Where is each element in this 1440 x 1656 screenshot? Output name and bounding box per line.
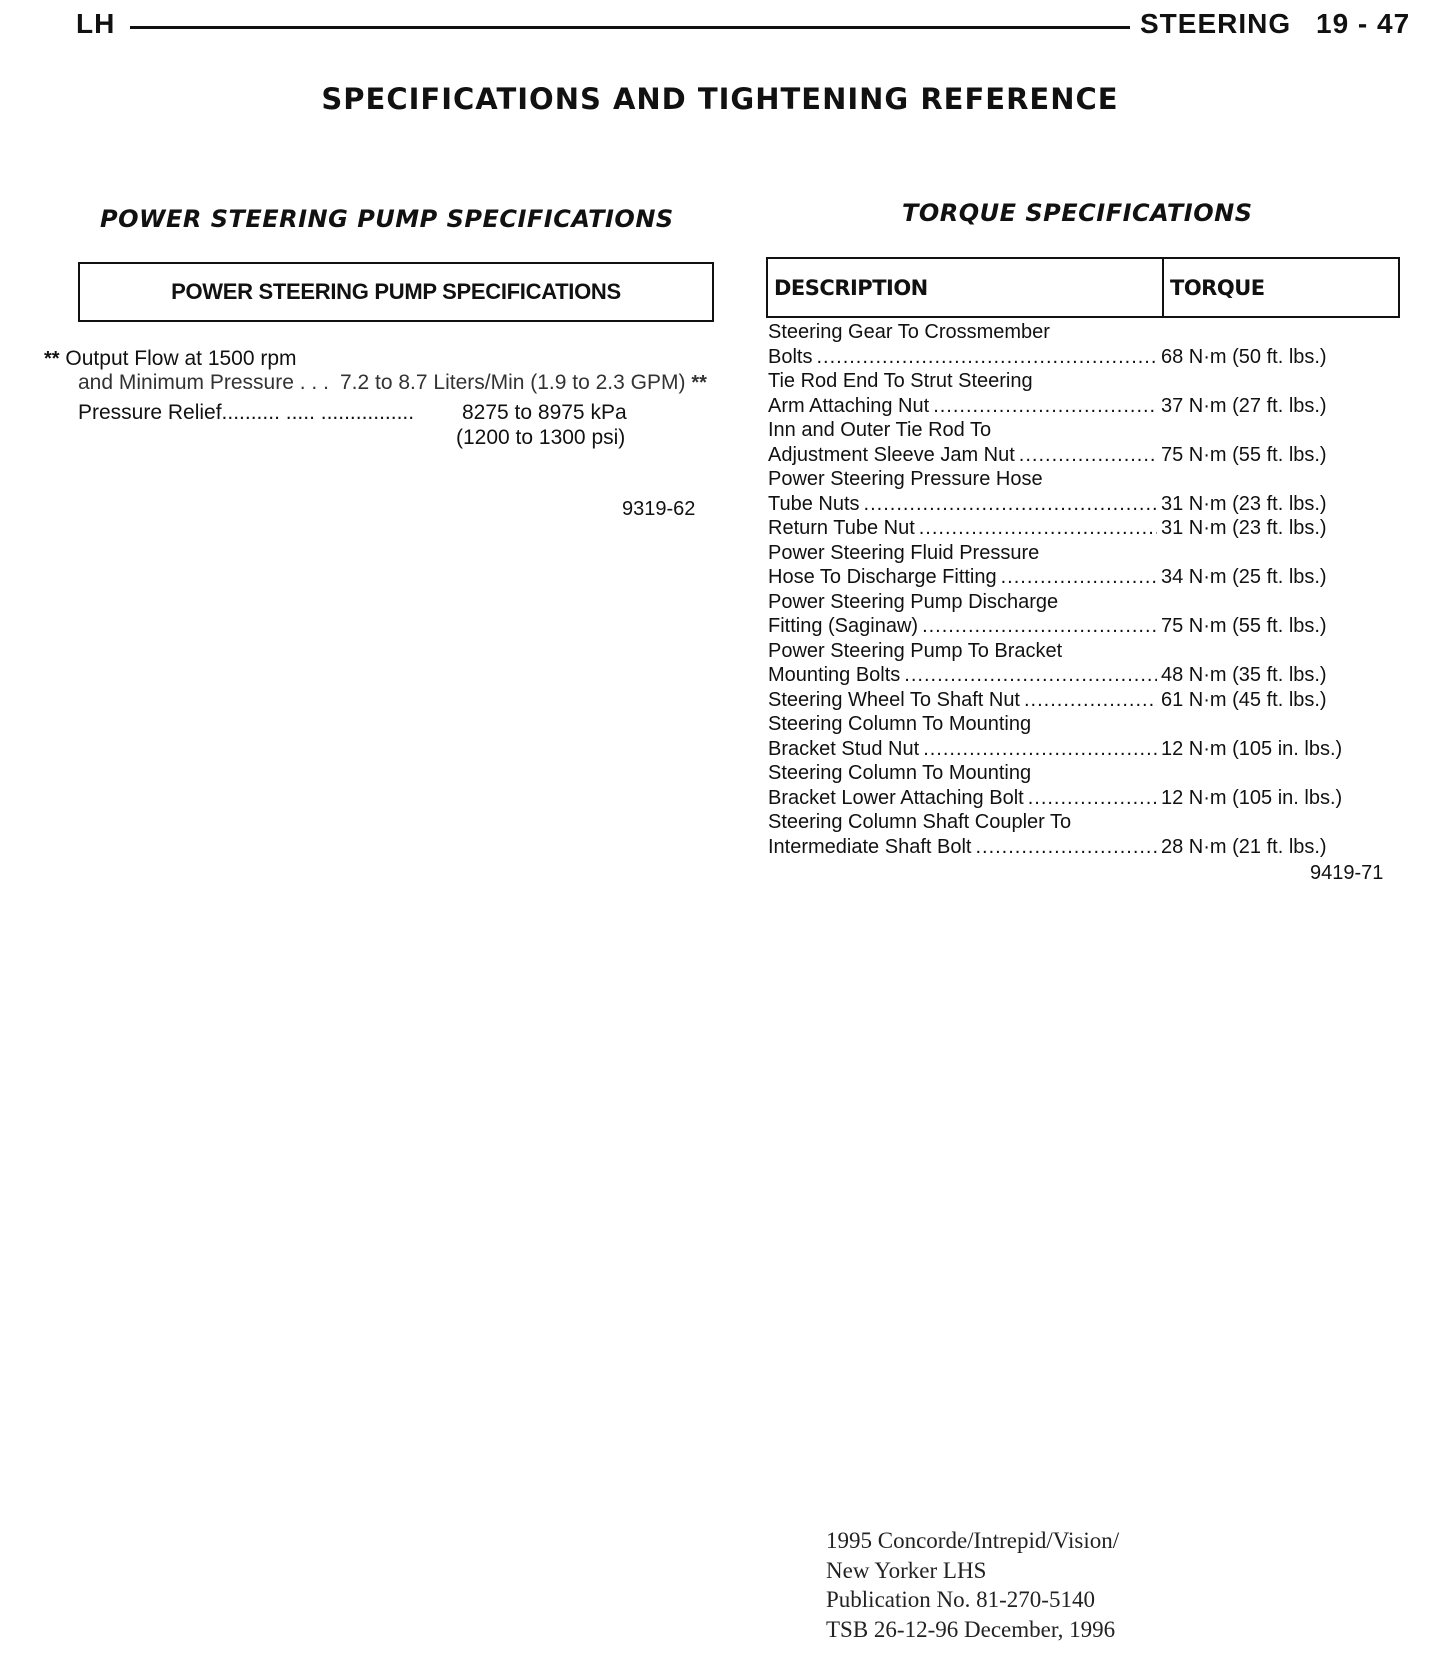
row-desc-line2: Intermediate Shaft Bolt	[768, 835, 972, 858]
table-row	[768, 712, 1388, 761]
pump-section-heading: POWER STEERING PUMP SPECIFICATIONS	[100, 205, 674, 233]
table-row	[768, 467, 1388, 516]
row-torque-value: 12 N·m (105 in. lbs.)	[1161, 737, 1343, 760]
row-torque-value: 31 N·m (23 ft. lbs.)	[1161, 517, 1327, 539]
figure-number-left: 9319-62	[622, 498, 696, 520]
pressure-relief-label: Pressure Relief.......... ..... ................	[78, 401, 415, 424]
header-section-title: STEERING	[1140, 8, 1292, 39]
pressure-relief-value-kpa: 8275 to 8975 kPa	[462, 401, 627, 424]
row-torque-value: 68 N·m (50 ft. lbs.)	[1161, 345, 1327, 368]
row-desc-line2: Arm Attaching Nut	[768, 394, 930, 417]
header-rule	[130, 26, 1130, 29]
table-row	[768, 761, 1388, 810]
row-desc-line2: Bracket Lower Attaching Bolt	[768, 786, 1024, 809]
row-torque-value: 48 N·m (35 ft. lbs.)	[1161, 664, 1327, 686]
publication-footer	[826, 1526, 1119, 1644]
row-torque-value: 31 N·m (23 ft. lbs.)	[1161, 492, 1327, 515]
table-row	[768, 369, 1388, 418]
output-flow-label-1: Output Flow at 1500 rpm	[65, 347, 297, 370]
row-torque-value: 37 N·m (27 ft. lbs.)	[1161, 394, 1327, 417]
pressure-relief-value-psi: (1200 to 1300 psi)	[456, 426, 626, 449]
header-left-label: LH	[76, 8, 116, 39]
table-row	[768, 810, 1388, 859]
pump-spec-box-title: POWER STEERING PUMP SPECIFICATIONS	[78, 262, 714, 322]
row-desc-line1: Tie Rod End To Strut Steering	[768, 370, 1033, 392]
row-desc-line1: Steering Column To Mounting	[768, 713, 1032, 735]
row-desc-line1: Power Steering Pump To Bracket	[768, 639, 1063, 662]
column-header-description: DESCRIPTION	[768, 259, 1164, 316]
row-desc-line1: Inn and Outer Tie Rod To	[768, 419, 992, 441]
figure-number-right: 9419-71	[1310, 862, 1384, 884]
row-desc-line2: Mounting Bolts	[768, 664, 901, 686]
table-row	[768, 418, 1388, 467]
row-desc-line1: Power Steering Pump Discharge	[768, 590, 1059, 613]
footnote-stars-trailing: **	[691, 372, 707, 394]
output-flow-value-text: 7.2 to 8.7 Liters/Min (1.9 to 2.3 GPM)	[340, 371, 686, 394]
row-desc-line1: Steering Column To Mounting	[768, 762, 1032, 784]
footer-model-line: New Yorker LHS	[826, 1557, 987, 1583]
row-torque-value: 61 N·m (45 ft. lbs.)	[1161, 688, 1327, 711]
row-torque-value: 34 N·m (25 ft. lbs.)	[1161, 566, 1327, 588]
row-desc-line2: Return Tube Nut	[768, 517, 915, 539]
row-desc-line1: Power Steering Pressure Hose	[768, 468, 1043, 490]
page-title: SPECIFICATIONS AND TIGHTENING REFERENCE	[321, 82, 1119, 116]
row-desc-line2: Steering Wheel To Shaft Nut	[768, 688, 1020, 711]
torque-table-header	[766, 257, 1400, 318]
table-row	[768, 541, 1388, 590]
table-row	[768, 516, 1388, 541]
output-flow-label-2: and Minimum Pressure . . .	[78, 371, 329, 394]
row-torque-value: 75 N·m (55 ft. lbs.)	[1161, 615, 1327, 637]
page-number: 19 - 47	[1316, 8, 1411, 39]
table-row	[768, 639, 1388, 688]
footer-publication-number: Publication No. 81-270-5140	[826, 1587, 1095, 1612]
pump-output-flow	[44, 346, 297, 372]
row-desc-line1: Steering Gear To Crossmember	[768, 321, 1050, 343]
footer-vehicle-line: 1995 Concorde/Intrepid/Vision/	[826, 1528, 1120, 1553]
output-flow-value	[340, 370, 707, 396]
row-desc-line2: Adjustment Sleeve Jam Nut	[768, 443, 1015, 466]
column-header-torque: TORQUE	[1170, 275, 1265, 300]
row-desc-line2: Bolts	[768, 345, 813, 368]
row-torque-value: 12 N·m (105 in. lbs.)	[1161, 786, 1343, 809]
row-desc-line2: Tube Nuts	[768, 492, 860, 515]
footnote-stars: **	[44, 348, 60, 370]
torque-section-heading: TORQUE SPECIFICATIONS	[902, 199, 1253, 227]
row-desc-line1: Steering Column Shaft Coupler To	[768, 811, 1072, 833]
table-row	[768, 590, 1388, 639]
row-desc-line2: Bracket Stud Nut	[768, 737, 920, 760]
table-row	[768, 320, 1388, 369]
row-torque-value: 28 N·m (21 ft. lbs.)	[1161, 835, 1327, 858]
row-torque-value: 75 N·m (55 ft. lbs.)	[1161, 443, 1327, 466]
table-row	[768, 688, 1388, 713]
row-desc-line2: Hose To Discharge Fitting	[768, 566, 997, 588]
footer-tsb-date: TSB 26-12-96 December, 1996	[826, 1616, 1116, 1642]
row-desc-line2: Fitting (Saginaw)	[768, 615, 919, 637]
row-desc-line1: Power Steering Fluid Pressure	[768, 541, 1040, 564]
torque-table-body	[768, 320, 1388, 859]
